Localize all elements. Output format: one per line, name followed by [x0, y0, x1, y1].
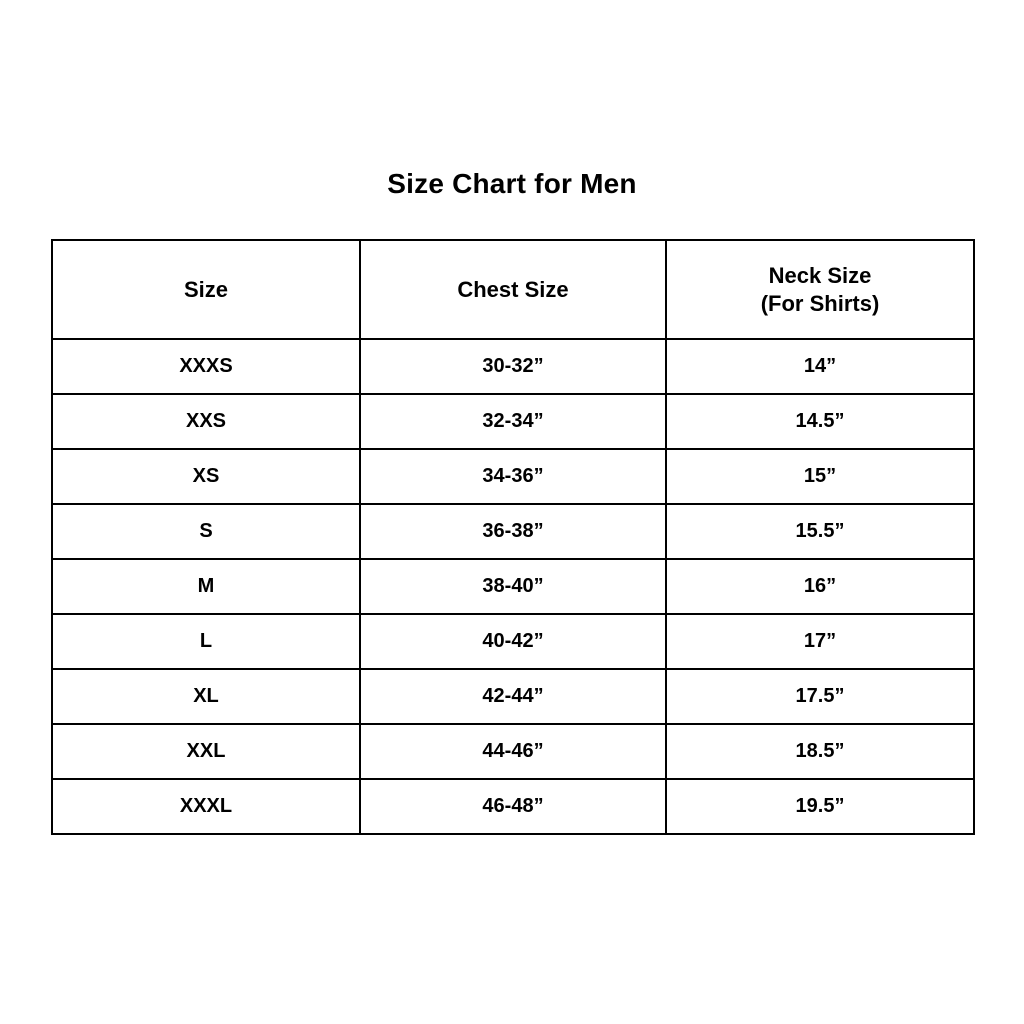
cell-size: XS	[52, 449, 360, 504]
size-table-container	[51, 239, 973, 835]
table-row	[52, 449, 974, 504]
cell-neck: 16”	[666, 559, 974, 614]
cell-neck: 14.5”	[666, 394, 974, 449]
page-title: Size Chart for Men	[387, 168, 637, 199]
column-header-size	[52, 240, 360, 339]
cell-chest: 34-36”	[360, 449, 666, 504]
table-row	[52, 724, 974, 779]
cell-neck: 18.5”	[666, 724, 974, 779]
cell-neck: 14”	[666, 339, 974, 394]
column-header-neck-label: Neck Size	[768, 263, 872, 288]
table-row	[52, 339, 974, 394]
cell-size: XXXL	[52, 779, 360, 834]
size-chart-table	[51, 239, 975, 835]
column-header-neck	[666, 240, 974, 339]
cell-neck: 17”	[666, 614, 974, 669]
column-header-chest-label: Chest Size	[457, 276, 569, 302]
column-header-size-label: Size	[183, 276, 229, 302]
cell-size: XXXS	[52, 339, 360, 394]
cell-size: XXL	[52, 724, 360, 779]
table-header-row	[52, 240, 974, 339]
cell-neck: 15.5”	[666, 504, 974, 559]
column-header-chest	[360, 240, 666, 339]
table-row	[52, 394, 974, 449]
table-row	[52, 779, 974, 834]
column-header-neck-sublabel: (For Shirts)	[760, 290, 880, 316]
table-row	[52, 504, 974, 559]
cell-chest: 30-32”	[360, 339, 666, 394]
cell-size: S	[52, 504, 360, 559]
cell-size: XXS	[52, 394, 360, 449]
cell-chest: 44-46”	[360, 724, 666, 779]
table-row	[52, 614, 974, 669]
cell-neck: 19.5”	[666, 779, 974, 834]
table-body	[52, 339, 974, 834]
table-header	[52, 240, 974, 339]
cell-size: M	[52, 559, 360, 614]
cell-neck: 15”	[666, 449, 974, 504]
cell-chest: 42-44”	[360, 669, 666, 724]
cell-chest: 40-42”	[360, 614, 666, 669]
cell-size: XL	[52, 669, 360, 724]
cell-chest: 46-48”	[360, 779, 666, 834]
table-row	[52, 669, 974, 724]
cell-chest: 32-34”	[360, 394, 666, 449]
cell-chest: 38-40”	[360, 559, 666, 614]
cell-chest: 36-38”	[360, 504, 666, 559]
cell-size: L	[52, 614, 360, 669]
cell-neck: 17.5”	[666, 669, 974, 724]
table-row	[52, 559, 974, 614]
